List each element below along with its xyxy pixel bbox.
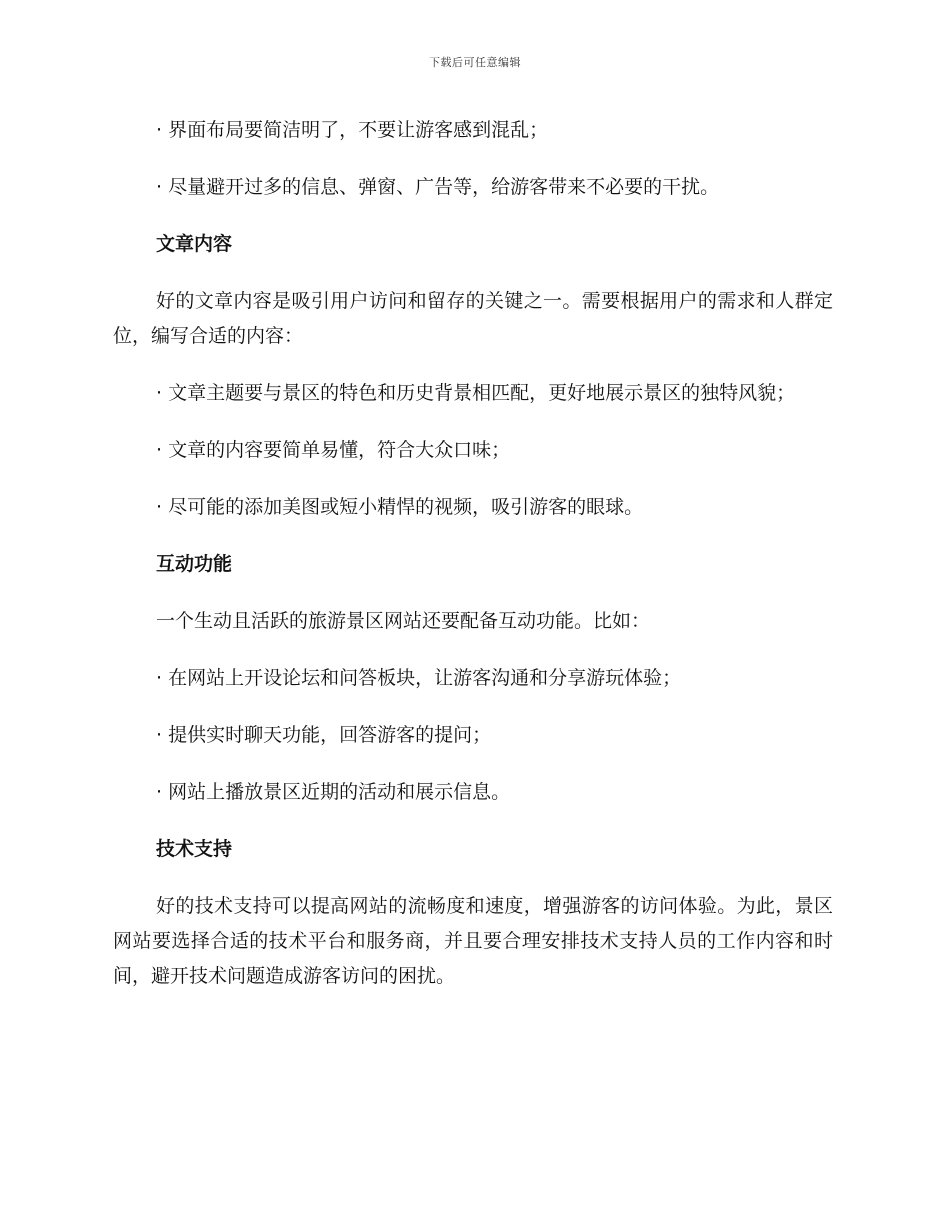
bullet-article-simple: · 文章的内容要简单易懂，符合大众口味； xyxy=(156,439,511,461)
bullet-activities: · 网站上播放景区近期的活动和展示信息。 xyxy=(156,781,511,803)
bullet-article-theme: · 文章主题要与景区的特色和历史背景相匹配，更好地展示景区的独特风貌； xyxy=(156,382,796,404)
header-note: 下载后可任意编辑 xyxy=(429,56,521,69)
paragraph-tech-support: 好的技术支持可以提高网站的流畅度和速度，增强游客的访问体验。为此，景区网站要选择合适的技术平台和服务商，并且要合理安排技术支持人员的工作内容和时间，避开技术问题造成游客访问的困扰。 xyxy=(113,895,833,987)
heading-interactive: 互动功能 xyxy=(156,553,233,575)
bullet-layout: · 界面布局要简洁明了，不要让游客感到混乱； xyxy=(156,119,549,141)
document-body xyxy=(113,113,833,1016)
bullet-avoid-distraction: · 尽量避开过多的信息、弹窗、广告等，给游客带来不必要的干扰。 xyxy=(156,176,720,198)
paragraph-interactive: 一个生动且活跃的旅游景区网站还要配备互动功能。比如： xyxy=(156,610,651,632)
heading-tech-support: 技术支持 xyxy=(156,838,233,860)
bullet-article-media: · 尽可能的添加美图或短小精悍的视频，吸引游客的眼球。 xyxy=(156,496,644,518)
bullet-chat: · 提供实时聊天功能，回答游客的提问； xyxy=(156,724,492,746)
heading-article-content: 文章内容 xyxy=(156,233,233,255)
paragraph-article-content: 好的文章内容是吸引用户访问和留存的关键之一。需要根据用户的需求和人群定位，编写合适的内容： xyxy=(113,290,833,347)
bullet-forum: · 在网站上开设论坛和问答板块，让游客沟通和分享游玩体验； xyxy=(156,667,682,689)
